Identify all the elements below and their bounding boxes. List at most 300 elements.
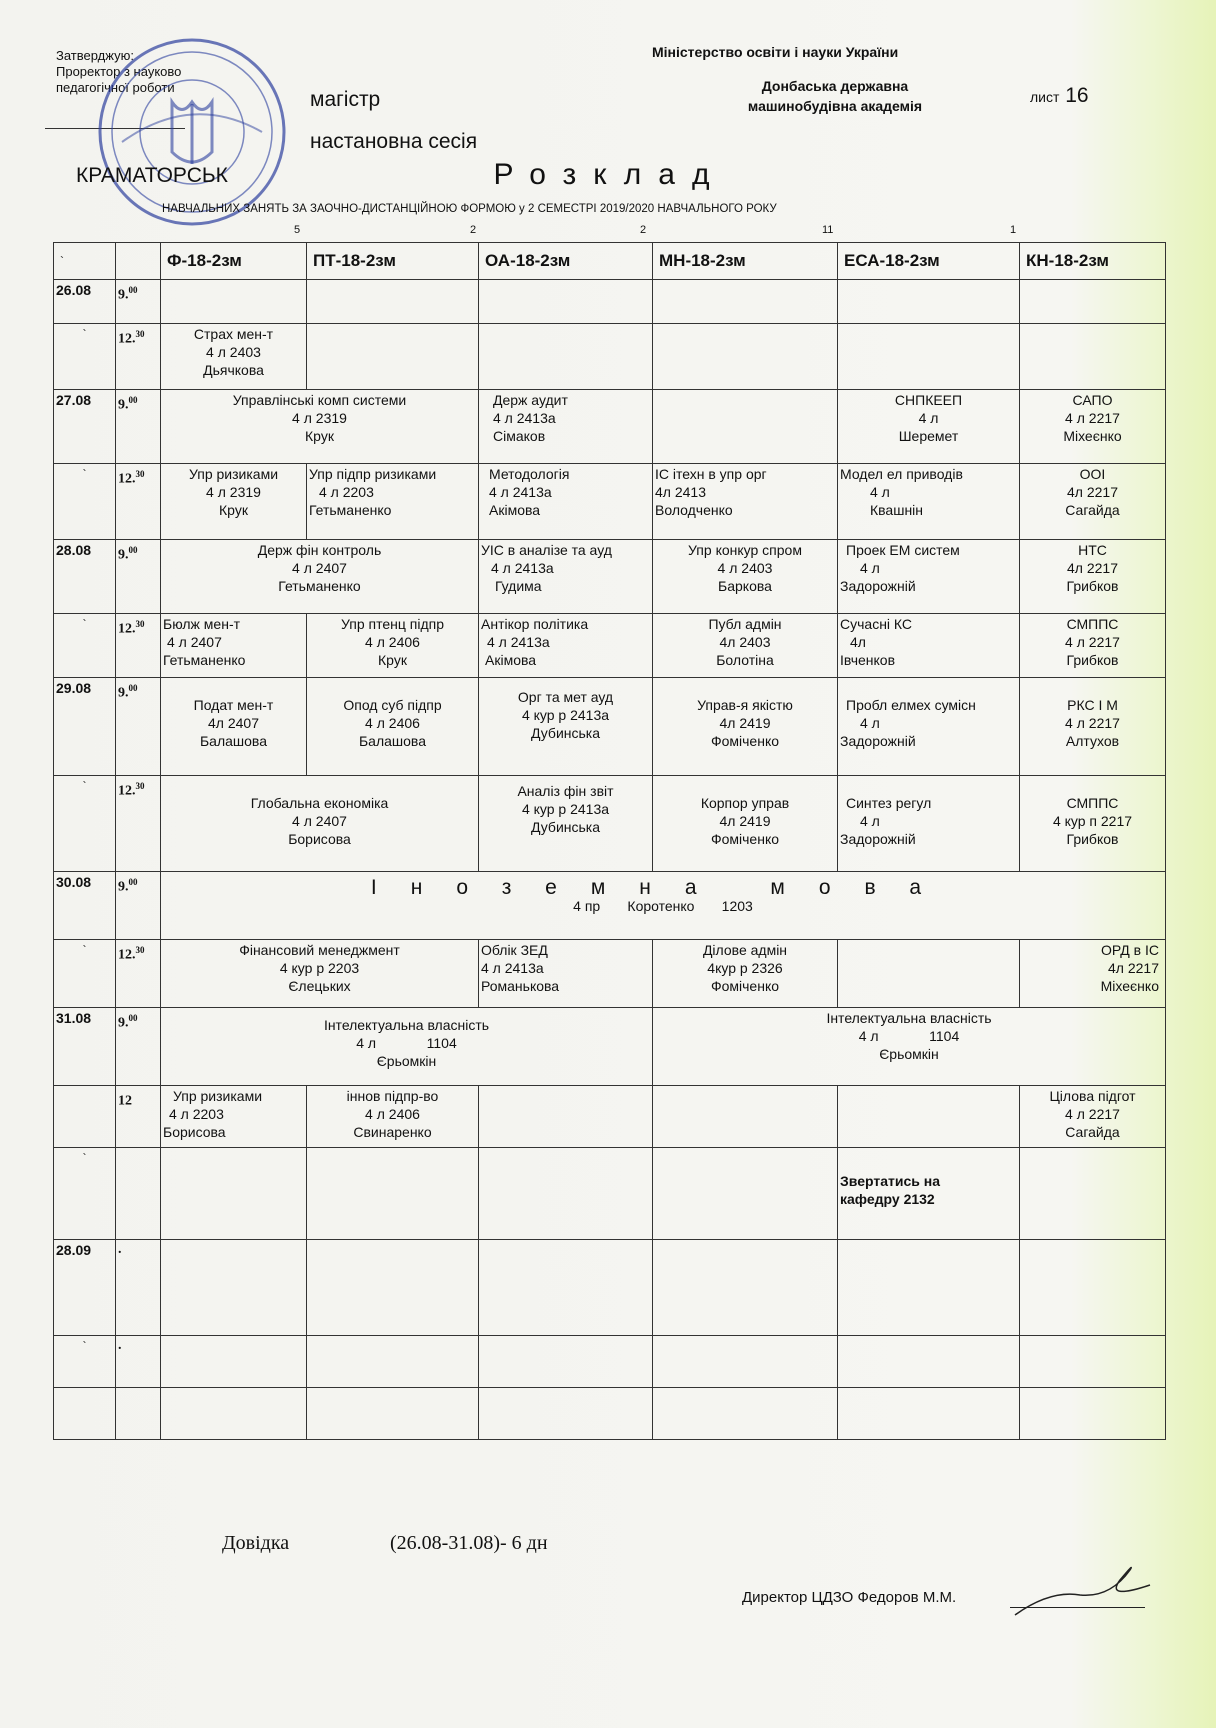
date-cell: `	[54, 614, 116, 678]
time-cell	[116, 540, 161, 614]
table-row	[54, 464, 1166, 540]
class-cell	[161, 776, 479, 872]
table-row	[54, 940, 1166, 1008]
table-row	[54, 390, 1166, 464]
subject: САПО	[1072, 392, 1113, 408]
table-row	[54, 1086, 1166, 1148]
class-cell	[653, 1240, 838, 1336]
time-cell	[116, 1086, 161, 1148]
class-cell	[479, 1240, 653, 1336]
class-cell	[161, 464, 307, 540]
date-cell: `	[54, 324, 116, 390]
date-cell: 28.08	[54, 540, 116, 614]
subject: Упр конкур спром	[688, 542, 802, 558]
academy-line: машинобудівна академія	[747, 98, 923, 114]
class-cell	[479, 540, 653, 614]
class-cell	[653, 1148, 838, 1240]
subject: Опод суб підпр	[343, 697, 442, 713]
class-cell	[1020, 940, 1166, 1008]
class-cell	[307, 324, 479, 390]
subject: ОРД в ІС	[1101, 942, 1159, 958]
time-minute: 30	[135, 619, 145, 629]
room: 4л 2217	[1067, 560, 1118, 576]
time-minute: 30	[135, 945, 145, 955]
class-cell	[479, 940, 653, 1008]
class-cell	[653, 280, 838, 324]
room: 4 л 2403	[206, 344, 261, 360]
subject: Управлінські комп системи	[232, 392, 407, 408]
room: 4 кур р 2203	[279, 960, 360, 976]
subject: Упр птенц підпр	[340, 616, 444, 632]
time-hour: 12	[118, 1093, 132, 1109]
subject: Держ аудит	[493, 392, 568, 408]
room: 4 л 2217	[1065, 715, 1120, 731]
room: 4кур р 2326	[707, 960, 783, 976]
subject: Упр підпр ризиками	[309, 466, 437, 482]
class-cell	[838, 940, 1020, 1008]
group-count: 5	[294, 224, 301, 236]
date-cell: 30.08	[54, 872, 116, 940]
class-cell	[479, 1388, 653, 1440]
subject: іннов підпр-во	[346, 1088, 439, 1104]
subject: Сучасні КС	[840, 616, 913, 632]
teacher: Сімаков	[493, 428, 546, 444]
room: 4 л 2407	[292, 560, 347, 576]
room: 4 л 2413а	[493, 410, 556, 426]
teacher: Сагайда	[1065, 502, 1120, 518]
table-row	[54, 872, 1166, 940]
subject: Управ-я якістю	[697, 697, 793, 713]
class-cell	[479, 280, 653, 324]
teacher: Міхеєнко	[1100, 978, 1159, 994]
class-cell	[479, 464, 653, 540]
schedule-table	[53, 242, 1166, 1440]
group-header: ПТ-18-2зм	[307, 243, 479, 280]
subject: ІС ітехн в упр орг	[655, 466, 767, 482]
teacher: Дубинська	[530, 725, 601, 741]
teacher: Болотіна	[716, 652, 774, 668]
class-cell	[653, 324, 838, 390]
sheet-label: лист	[1030, 89, 1060, 105]
teacher: Грибков	[1066, 831, 1119, 847]
teacher: Шеремет	[898, 428, 959, 444]
header-row	[54, 243, 1166, 280]
time-cell	[116, 324, 161, 390]
date-cell: 31.08	[54, 1008, 116, 1086]
note-label: Довідка	[222, 1532, 290, 1554]
class-cell	[479, 776, 653, 872]
class-cell	[161, 678, 307, 776]
subject: СМППС	[1066, 616, 1119, 632]
time-minute: 30	[135, 329, 145, 339]
group-count: 1	[1010, 224, 1017, 236]
date-cell: `	[54, 464, 116, 540]
class-cell	[161, 1148, 307, 1240]
time-cell	[116, 1148, 161, 1240]
date-cell: `	[54, 1336, 116, 1388]
class-cell	[653, 1008, 1166, 1086]
subject: Публ адмін	[708, 616, 782, 632]
academy-label	[700, 76, 970, 116]
table-row	[54, 1336, 1166, 1388]
time-cell	[116, 1336, 161, 1388]
class-cell	[307, 280, 479, 324]
teacher: Квашнін	[870, 502, 924, 518]
teacher: Гетьманенко	[163, 652, 246, 668]
subject: Орг та мет ауд	[517, 689, 614, 705]
class-cell	[307, 1148, 479, 1240]
teacher: Грибков	[1066, 652, 1119, 668]
table-row	[54, 1148, 1166, 1240]
teacher: Гетьманенко	[309, 502, 392, 518]
subject: Методологія	[489, 466, 570, 482]
class-cell	[653, 1336, 838, 1388]
teacher: Задорожній	[840, 831, 916, 847]
class-cell	[838, 390, 1020, 464]
group-count: 2	[640, 224, 647, 236]
teacher: Алтухов	[1065, 733, 1120, 749]
class-cell	[1020, 280, 1166, 324]
class-cell	[1020, 1148, 1166, 1240]
class-cell	[161, 1008, 653, 1086]
teacher: Грибков	[1066, 578, 1119, 594]
group-header: КН-18-2зм	[1020, 243, 1166, 280]
class-cell	[653, 940, 838, 1008]
class-cell	[1020, 1388, 1166, 1440]
room: 4л 2217	[1067, 484, 1118, 500]
teacher: Фоміченко	[710, 978, 780, 994]
room: 4 л 2407	[167, 634, 222, 650]
teacher: Єрьомкін	[879, 1046, 939, 1062]
teacher: Акімова	[485, 652, 537, 668]
date-cell: `	[54, 1148, 116, 1240]
room: 4л 2419	[719, 715, 771, 731]
teacher: Івченков	[840, 652, 896, 668]
subject: Глобальна економіка	[250, 795, 389, 811]
time-hour: 9.	[118, 547, 129, 563]
date-cell: `	[54, 776, 116, 872]
teacher: Дубинська	[530, 819, 601, 835]
time-cell	[116, 776, 161, 872]
page-title: Розклад	[493, 158, 727, 191]
room: 4 л 2403	[717, 560, 773, 576]
time-minute: 30	[135, 469, 145, 479]
room: 4 л 1104	[858, 1028, 960, 1044]
subject: Упр ризиками	[173, 1088, 263, 1104]
degree-label: магістр	[310, 88, 381, 111]
subject: Страх мен-т	[193, 326, 274, 342]
room: 4 л	[870, 484, 890, 500]
class-cell	[161, 324, 307, 390]
subject: Пробл елмех сумісн	[846, 697, 976, 713]
approval-line: Затверджую:	[56, 48, 134, 63]
class-cell	[653, 1388, 838, 1440]
subject: Фінансовий менеджмент	[239, 942, 400, 958]
class-cell	[307, 614, 479, 678]
teacher: Фоміченко	[710, 831, 780, 847]
room: 4 л 2319	[206, 484, 261, 500]
class-cell	[1020, 390, 1166, 464]
class-cell	[838, 1240, 1020, 1336]
class-cell	[161, 940, 479, 1008]
teacher: Крук	[378, 652, 407, 668]
teacher: Фоміченко	[710, 733, 780, 749]
room: 4л 2407	[208, 715, 259, 731]
teacher: Балашова	[199, 733, 267, 749]
class-cell	[653, 1086, 838, 1148]
class-cell	[838, 1388, 1020, 1440]
class-cell	[1020, 324, 1166, 390]
room: 4 кур р 2413а	[521, 707, 610, 723]
subject: Облік ЗЕД	[481, 942, 548, 958]
sheet-value: 16	[1065, 84, 1089, 107]
class-cell	[161, 1336, 307, 1388]
time-cell	[116, 1388, 161, 1440]
note-dept: кафедру	[840, 1191, 900, 1207]
room: 4 л 2319	[292, 410, 347, 426]
class-cell	[838, 464, 1020, 540]
group-count: 2	[470, 224, 477, 236]
time-cell	[116, 614, 161, 678]
subject: Синтез регул	[846, 795, 932, 811]
time-cell	[116, 1008, 161, 1086]
class-cell	[838, 540, 1020, 614]
class-cell	[161, 1086, 307, 1148]
group-header: Ф-18-2зм	[161, 243, 307, 280]
time-cell	[116, 940, 161, 1008]
class-cell	[838, 280, 1020, 324]
class-cell	[307, 1336, 479, 1388]
table-row	[54, 280, 1166, 324]
teacher: Крук	[219, 502, 248, 518]
date-cell: 27.08	[54, 390, 116, 464]
class-cell	[161, 1388, 307, 1440]
note-value: (26.08-31.08)- 6 дн	[390, 1532, 548, 1554]
subject: Упр ризиками	[188, 466, 279, 482]
academy-line: Донбаська державна	[761, 78, 909, 94]
teacher: Борисова	[288, 831, 351, 847]
group-header: ЕСА-18-2зм	[838, 243, 1020, 280]
teacher: Єлецьких	[288, 978, 351, 994]
city-label: КРАМАТОРСЬК	[76, 164, 228, 187]
room: 4 л 2217	[1065, 1106, 1120, 1122]
class-cell	[307, 1240, 479, 1336]
time-cell	[116, 280, 161, 324]
class-cell	[653, 390, 838, 464]
time-hour: 12.	[118, 621, 136, 637]
time-hour: 9.	[118, 1015, 129, 1031]
time-minute: 00	[128, 285, 138, 295]
class-cell	[479, 390, 653, 464]
note-line: Звертатись на	[840, 1173, 940, 1189]
subject: Аналіз фін звіт	[517, 783, 614, 799]
teacher: Баркова	[718, 578, 772, 594]
teacher: Балашова	[358, 733, 426, 749]
time-hour: 9.	[118, 397, 129, 413]
class-cell	[838, 678, 1020, 776]
class-cell	[838, 776, 1020, 872]
subject: ООІ	[1079, 466, 1106, 482]
room: 4 л 2413а	[481, 960, 544, 976]
class-cell	[653, 776, 838, 872]
subject: РКС І М	[1067, 697, 1118, 713]
date-cell	[54, 1086, 116, 1148]
table-row	[54, 678, 1166, 776]
teacher: Крук	[305, 428, 334, 444]
room: 4 л 2406	[365, 1106, 420, 1122]
time-minute: 00	[128, 877, 138, 887]
class-cell	[307, 1388, 479, 1440]
room: 4 л	[860, 560, 880, 576]
class-cell	[161, 280, 307, 324]
class-cell	[161, 1240, 307, 1336]
approval-line: педагогічної роботи	[56, 80, 175, 95]
date-cell	[54, 1388, 116, 1440]
table-row	[54, 324, 1166, 390]
room: 4л	[850, 634, 866, 650]
class-cell	[161, 390, 479, 464]
time-minute: 00	[128, 683, 138, 693]
time-hour: 12.	[118, 947, 136, 963]
room: 4 л 2407	[292, 813, 347, 829]
room: 4 л 2413а	[491, 560, 554, 576]
subject: Модел ел приводів	[840, 466, 963, 482]
subject: УІС в аналізе та ауд	[481, 542, 612, 558]
teacher: Єрьомкін	[376, 1053, 437, 1069]
room: 4л 2413	[655, 484, 706, 500]
class-cell	[1020, 776, 1166, 872]
subject: Держ фін контроль	[257, 542, 382, 558]
class-cell	[653, 464, 838, 540]
time-cell	[116, 390, 161, 464]
teacher: Міхеєнко	[1063, 428, 1122, 444]
room: 4 л 2406	[365, 715, 420, 731]
table-row	[54, 1008, 1166, 1086]
room: 4 л 2413а	[487, 634, 550, 650]
header-time	[116, 243, 161, 280]
class-cell	[479, 1148, 653, 1240]
time-hour: 9.	[118, 879, 129, 895]
room: 4 л 2406	[365, 634, 420, 650]
subject: СМППС	[1066, 795, 1119, 811]
room: 4л 2419	[719, 813, 771, 829]
class-cell	[838, 1336, 1020, 1388]
subject: НТС	[1078, 542, 1107, 558]
page-subtitle: НАВЧАЛЬНИХ ЗАНЯТЬ ЗА ЗАОЧНО-ДИСТАНЦІЙНОЮ ФОРМОЮ у 2 СЕМЕСТРІ 2019/2020 НАВЧАЛЬНОГО РОКУ	[162, 203, 777, 215]
class-cell	[1020, 1086, 1166, 1148]
time-minute: 30	[135, 781, 145, 791]
class-cell	[838, 614, 1020, 678]
class-cell	[479, 1086, 653, 1148]
group-header: МН-18-2зм	[653, 243, 838, 280]
room: 4 кур п 2217	[1052, 813, 1133, 829]
teacher: Сагайда	[1065, 1124, 1120, 1140]
room: 4 л 2203	[169, 1106, 224, 1122]
teacher: Гудима	[495, 578, 542, 594]
date-cell: 28.09	[54, 1240, 116, 1336]
teacher: Дьячкова	[203, 362, 264, 378]
subject: Проек ЕМ систем	[846, 542, 960, 558]
table-row	[54, 776, 1166, 872]
time-minute: 00	[128, 395, 138, 405]
time-hour: 9.	[118, 287, 129, 303]
teacher: Задорожній	[840, 733, 916, 749]
teacher: Акімова	[489, 502, 541, 518]
date-cell: `	[54, 940, 116, 1008]
sheet-number	[1030, 84, 1089, 108]
time-hour: 12.	[118, 471, 136, 487]
class-cell	[1020, 1240, 1166, 1336]
class-cell	[479, 614, 653, 678]
teacher: Свинаренко	[353, 1124, 432, 1140]
teacher: Борисова	[163, 1124, 226, 1140]
subject: Подат мен-т	[193, 697, 274, 713]
subject: Інтелектуальна власність	[826, 1010, 992, 1026]
handwritten-signature	[1010, 1560, 1160, 1620]
room: 4 л 2217	[1065, 634, 1120, 650]
official-seal	[92, 32, 292, 232]
date-cell: 26.08	[54, 280, 116, 324]
time-minute: 00	[128, 545, 138, 555]
subject: Інтелектуальна власність	[323, 1017, 490, 1033]
room: 4 л 1104	[356, 1035, 457, 1051]
class-cell	[479, 1336, 653, 1388]
table-row	[54, 1388, 1166, 1440]
class-cell	[161, 872, 1166, 940]
subject: СНПКЕЕП	[894, 392, 963, 408]
table-row	[54, 540, 1166, 614]
subject: Корпор управ	[700, 795, 790, 811]
time-hour: 9.	[118, 685, 129, 701]
table-row	[54, 614, 1166, 678]
session-label: настановна сесія	[310, 130, 478, 153]
class-cell	[307, 1086, 479, 1148]
note-line	[840, 1190, 1017, 1208]
room: 4 л	[860, 813, 880, 829]
time-hour: .	[118, 1338, 122, 1353]
time-cell	[116, 872, 161, 940]
class-cell	[653, 540, 838, 614]
time-minute: 00	[128, 1013, 138, 1023]
note-room: 2132	[903, 1191, 935, 1207]
subject: Цілова підгот	[1049, 1088, 1136, 1104]
subject: Ділове адмін	[702, 942, 788, 958]
class-cell	[307, 678, 479, 776]
class-cell	[307, 464, 479, 540]
group-count: 11	[822, 224, 834, 236]
teacher: Задорожній	[840, 578, 916, 594]
teacher: Романькова	[481, 978, 560, 994]
class-cell	[1020, 678, 1166, 776]
subject: Антікор політика	[481, 616, 589, 632]
date-cell: 29.08	[54, 678, 116, 776]
class-cell	[838, 324, 1020, 390]
time-cell	[116, 1240, 161, 1336]
class-cell	[1020, 464, 1166, 540]
time-cell	[116, 464, 161, 540]
group-header: ОА-18-2зм	[479, 243, 653, 280]
room: 4 л 2413а	[489, 484, 552, 500]
class-cell	[1020, 1336, 1166, 1388]
class-cell	[1020, 540, 1166, 614]
time-cell	[116, 678, 161, 776]
class-cell	[653, 614, 838, 678]
time-hour: .	[118, 1242, 122, 1257]
language-info: 4 пр Коротенко 1203	[573, 898, 753, 914]
teacher: Володченко	[655, 502, 733, 518]
approval-line: Проректор з науково	[56, 64, 182, 79]
class-cell	[838, 1148, 1020, 1240]
